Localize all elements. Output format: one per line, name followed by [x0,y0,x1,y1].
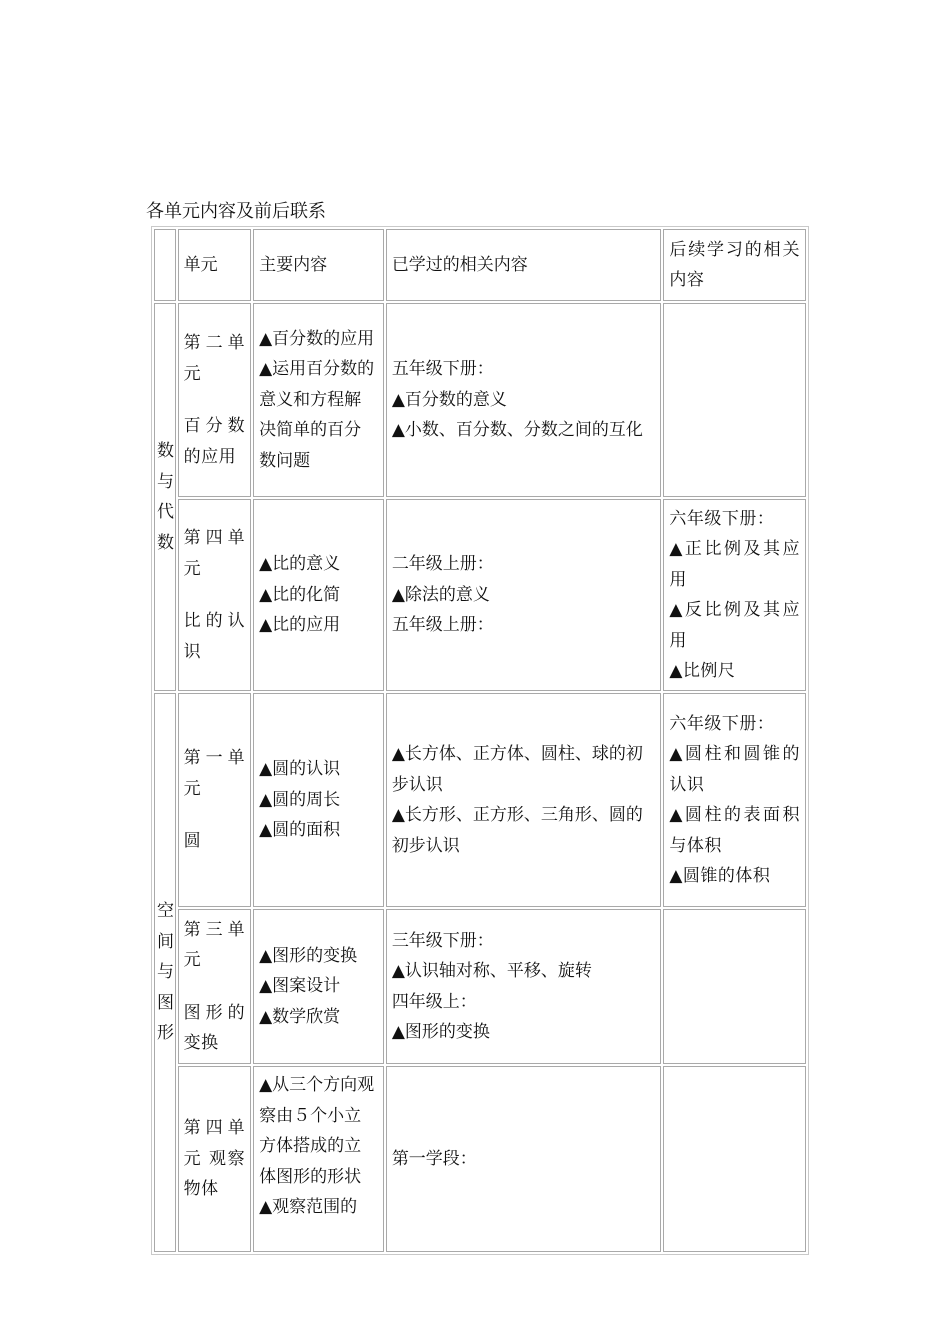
next-item: ▲反比例及其应用 [669,600,800,651]
unit-cell [178,499,251,691]
prior-item: 第一学段： [391,1148,477,1169]
main-content-cell [253,693,384,907]
next-item: 六年级下册： [669,713,775,734]
header-unit: 单元 [178,229,251,301]
unit-cell [178,1066,251,1252]
header-next-content: 后续学习的相关内容 [663,229,806,301]
units-table [151,226,809,1255]
next-content-cell [663,499,806,691]
main-item: ▲图案设计 [259,976,341,997]
table-row [154,693,806,907]
prior-item: ▲小数、百分数、分数之间的互化 [391,420,643,441]
header-main-content: 主要内容 [253,229,384,301]
next-item: ▲圆柱的表面积与体积 [669,805,800,856]
next-content-cell [663,693,806,907]
table-row [154,1066,806,1252]
table-row [154,499,806,691]
prior-item: 三年级下册： [391,930,494,951]
table-caption: 各单元内容及前后联系 [146,201,326,222]
unit-cell [178,303,251,497]
next-content-cell [663,1066,806,1252]
table-row [154,303,806,497]
prior-item: ▲百分数的意义 [391,389,507,410]
table-row [154,909,806,1064]
table-header-row [154,229,806,301]
main-item: ▲观察范围的 [259,1197,358,1217]
prior-content-cell [386,909,662,1064]
unit-name: 圆 [183,831,202,852]
domain-space-shape: 空间与图形 [154,693,176,1252]
main-content-cell [253,499,384,691]
main-item: ▲比的化简 [259,584,341,605]
main-item: ▲运用百分数的意义和方程解决简单的百分数问题 [259,359,375,471]
unit-name: 比的认识 [183,611,246,662]
next-content-cell [663,303,806,497]
main-content-cell [253,303,384,497]
next-item: 六年级下册： [669,508,775,529]
main-item: ▲圆的面积 [259,820,341,841]
prior-item: ▲认识轴对称、平移、旋转 [391,961,592,981]
next-item: ▲圆锥的体积 [669,866,771,886]
prior-item: ▲长方形、正方形、三角形、圆的初步认识 [391,805,643,856]
header-prior-content: 已学过的相关内容 [386,229,662,301]
domain-number-algebra: 数与代数 [154,303,176,691]
unit-number: 第二单元 [183,333,246,384]
prior-content-cell [386,1066,662,1252]
header-blank-cell [154,229,176,301]
unit-cell [178,693,251,907]
prior-item: ▲除法的意义 [391,584,490,605]
main-item: ▲比的意义 [259,554,341,575]
prior-item: 四年级上： [391,991,477,1012]
main-item: ▲图形的变换 [259,945,358,966]
prior-item: 二年级上册： [391,554,494,575]
main-item: ▲比的应用 [259,615,341,636]
prior-item: 五年级上册： [391,615,494,636]
unit-number: 第三单元 [183,919,246,970]
prior-content-cell [386,499,662,691]
prior-item: 五年级下册： [391,359,494,380]
next-content-cell [663,909,806,1064]
unit-cell [178,909,251,1064]
main-content-cell [253,1066,384,1252]
next-item: ▲正比例及其应用 [669,539,800,590]
unit-name: 图形的变换 [183,1002,246,1053]
unit-number: 第一单元 [183,748,246,799]
prior-item: ▲长方体、正方体、圆柱、球的初步认识 [391,744,643,795]
main-item: ▲从三个方向观察由５个小立方体搭成的立体图形的形状 [259,1075,375,1187]
unit-number: 第四单元 [183,528,246,579]
next-item: ▲比例尺 [669,661,736,681]
main-item: ▲圆的认识 [259,759,341,780]
prior-content-cell [386,303,662,497]
next-item: ▲圆柱和圆锥的认识 [669,744,800,795]
main-item: ▲数学欣赏 [259,1006,341,1027]
main-content-cell [253,909,384,1064]
prior-content-cell [386,693,662,907]
prior-item: ▲图形的变换 [391,1022,490,1042]
main-item: ▲圆的周长 [259,789,341,810]
unit-name: 百分数的应用 [183,416,246,467]
unit-title: 第四单元 观察物体 [183,1118,246,1200]
main-item: ▲百分数的应用 [259,328,375,349]
